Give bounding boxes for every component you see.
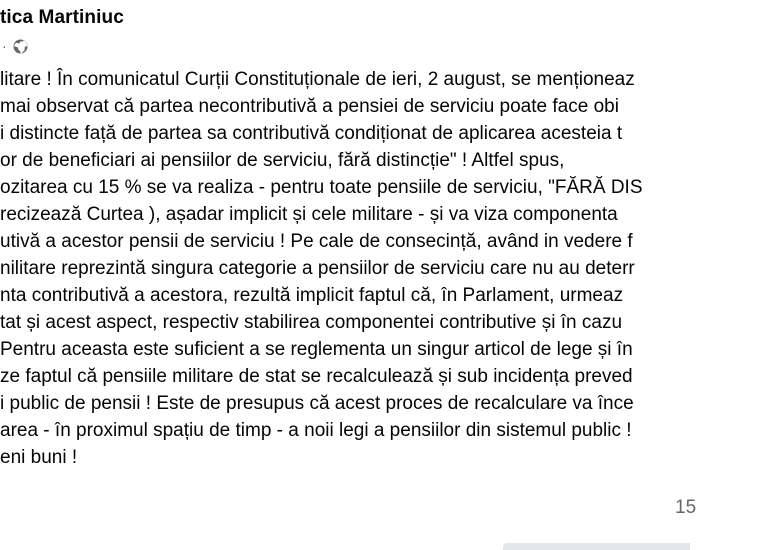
meta-separator: · (2, 38, 7, 54)
post-text-line: or de beneficiari ai pensiilor de serviciu, fără distincție" ! Altfel spus, (0, 150, 565, 171)
post-text-line: recizează Curtea ), așadar implicit și cele militare - și va viza componenta (0, 204, 618, 225)
post-text-line: eni buni ! (0, 447, 78, 468)
post-meta (0, 38, 28, 54)
post-author-name[interactable]: tica Martiniuc (0, 7, 124, 28)
post-text-line: tat și acest aspect, respectiv stabilirea componentei contributive și în cazu (0, 312, 623, 333)
post-text-line: area - în proximul spațiu de timp - a noii legi a pensiilor din sistemul public ! (0, 420, 632, 441)
reaction-count[interactable]: 15 (675, 497, 697, 518)
post-text-line: litare ! În comunicatul Curții Constituționale de ieri, 2 august, se menționeaz (0, 69, 635, 90)
post-text (0, 66, 760, 471)
post-text-line: ze faptul că pensiile militare de stat se recalculează și sub incidența preved (0, 366, 633, 387)
post-text-line: mai observat că partea necontributivă a pensiei de serviciu poate face obi (0, 96, 619, 117)
post-text-line: i public de pensii ! Este de presupus că acest proces de recalculare va înce (0, 393, 634, 414)
post-text-line: Pentru aceasta este suficient a se reglementa un singur articol de lege și în (0, 339, 633, 360)
globe-icon[interactable] (13, 39, 28, 54)
post-text-line: nta contributivă a acestora, rezultă implicit faptul că, în Parlament, urmeaz (0, 285, 624, 306)
comment-bar[interactable] (503, 543, 690, 550)
post-text-line: ozitarea cu 15 % se va realiza - pentru toate pensiile de serviciu, "FĂRĂ DIS (0, 177, 643, 198)
post-text-line: utivă a acestor pensii de serviciu ! Pe cale de consecință, având in vedere f (0, 231, 633, 252)
post-text-line: nilitare reprezintă singura categorie a pensiilor de serviciu care nu au deterr (0, 258, 635, 279)
post-text-line: i distincte față de partea sa contributivă condiționat de aplicarea acesteia t (0, 123, 623, 144)
